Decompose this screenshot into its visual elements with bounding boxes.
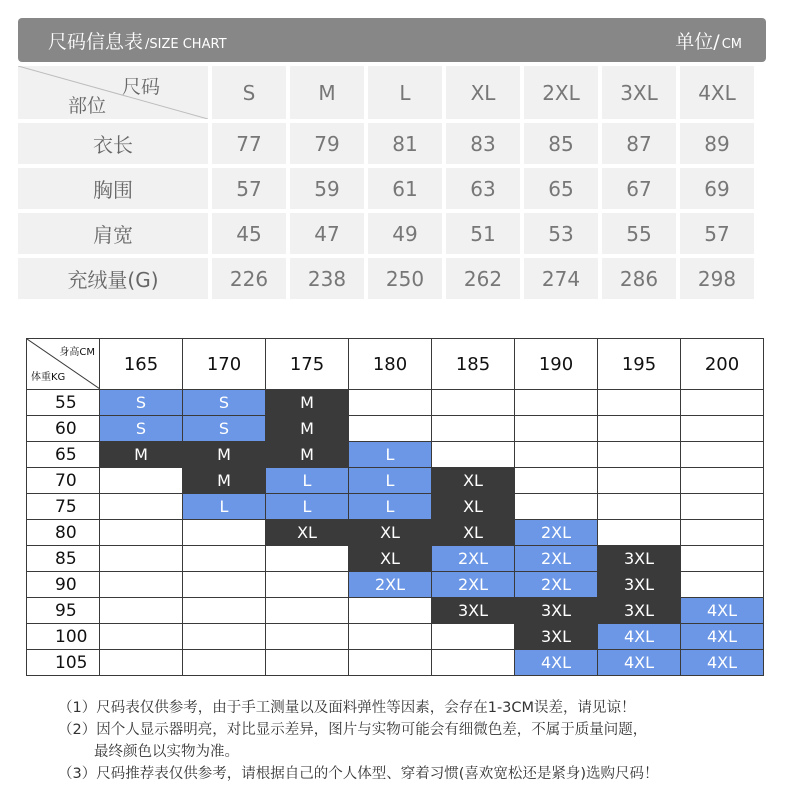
empty-cell (100, 468, 183, 494)
recommended-size-cell: L (266, 494, 349, 520)
weight-axis-label: 体重KG (31, 372, 66, 383)
size-chart-title: 尺码信息表 (48, 30, 144, 53)
weight-label: 70 (27, 468, 100, 494)
empty-cell (100, 598, 183, 624)
empty-cell (183, 624, 266, 650)
weight-label: 95 (27, 598, 100, 624)
recommended-size-cell: XL (349, 546, 432, 572)
size-row (18, 168, 754, 209)
weight-row-60 (27, 416, 764, 442)
recommended-size-cell: M (266, 390, 349, 416)
height-header-row (27, 339, 764, 390)
recommended-size-cell: 4XL (681, 624, 764, 650)
size-header-s: S (212, 66, 286, 119)
weight-row-55 (27, 390, 764, 416)
size-header-xl: XL (446, 66, 520, 119)
weight-row-75 (27, 494, 764, 520)
empty-cell (349, 416, 432, 442)
recommended-size-cell: M (266, 416, 349, 442)
empty-cell (349, 390, 432, 416)
size-header-3xl: 3XL (602, 66, 676, 119)
measure-value: 250 (368, 258, 442, 299)
measure-value: 55 (602, 213, 676, 254)
measure-value: 81 (368, 123, 442, 164)
empty-cell (598, 416, 681, 442)
recommended-size-cell: 2XL (432, 572, 515, 598)
height-header-175: 175 (266, 339, 349, 390)
measure-label: 肩宽 (18, 213, 208, 254)
size-header-m: M (290, 66, 364, 119)
unit-value: CM (721, 36, 742, 52)
size-header-row (18, 66, 754, 119)
weight-label: 75 (27, 494, 100, 520)
measure-value: 57 (212, 168, 286, 209)
recommended-size-cell: XL (432, 468, 515, 494)
empty-cell (681, 572, 764, 598)
recommended-size-cell: S (100, 390, 183, 416)
measure-value: 47 (290, 213, 364, 254)
measure-value: 51 (446, 213, 520, 254)
empty-cell (266, 546, 349, 572)
measure-label: 胸围 (18, 168, 208, 209)
recommended-size-cell: S (183, 390, 266, 416)
recommended-size-cell: 2XL (432, 546, 515, 572)
empty-cell (515, 442, 598, 468)
measure-value: 83 (446, 123, 520, 164)
recommended-size-cell: 3XL (598, 546, 681, 572)
weight-row-80 (27, 520, 764, 546)
measure-value: 226 (212, 258, 286, 299)
empty-cell (515, 390, 598, 416)
measure-value: 85 (524, 123, 598, 164)
recommended-size-cell: XL (432, 494, 515, 520)
empty-cell (681, 520, 764, 546)
height-header-200: 200 (681, 339, 764, 390)
recommended-size-cell: M (183, 442, 266, 468)
corner-size-label: 尺码 (122, 76, 161, 98)
diagonal-line (18, 66, 208, 119)
empty-cell (681, 442, 764, 468)
recommended-size-cell: L (183, 494, 266, 520)
recommended-size-cell: 3XL (598, 572, 681, 598)
weight-row-95 (27, 598, 764, 624)
empty-cell (598, 494, 681, 520)
recommended-size-cell: 2XL (515, 546, 598, 572)
measure-value: 274 (524, 258, 598, 299)
empty-cell (183, 598, 266, 624)
weight-row-100 (27, 624, 764, 650)
weight-label: 100 (27, 624, 100, 650)
recommended-size-cell: XL (266, 520, 349, 546)
measure-value: 286 (602, 258, 676, 299)
recommended-size-cell: 4XL (598, 650, 681, 676)
unit-label: 单位/ (675, 30, 720, 53)
size-row (18, 213, 754, 254)
recommended-size-cell: L (266, 468, 349, 494)
measure-value: 77 (212, 123, 286, 164)
notes (58, 697, 659, 785)
empty-cell (598, 442, 681, 468)
measure-label: 充绒量(G) (18, 258, 208, 299)
empty-cell (349, 650, 432, 676)
empty-cell (100, 520, 183, 546)
empty-cell (100, 624, 183, 650)
measure-value: 61 (368, 168, 442, 209)
empty-cell (432, 416, 515, 442)
measure-value: 63 (446, 168, 520, 209)
height-header-190: 190 (515, 339, 598, 390)
recommended-size-cell: 2XL (515, 572, 598, 598)
recommended-size-cell: XL (432, 520, 515, 546)
empty-cell (183, 572, 266, 598)
note-2: （2）因个人显示器明亮，对比显示差异，图片与实物可能会有细微色差，不属于质量问题， (58, 722, 648, 738)
recommended-size-cell: M (266, 442, 349, 468)
size-row (18, 258, 754, 299)
measure-value: 45 (212, 213, 286, 254)
empty-cell (349, 624, 432, 650)
note-1: （1）尺码表仅供参考，由于手工测量以及面料弹性等因素，会存在1-3CM误差，请见谅！ (58, 700, 636, 716)
size-row (18, 123, 754, 164)
empty-cell (100, 546, 183, 572)
measure-value: 238 (290, 258, 364, 299)
weight-label: 65 (27, 442, 100, 468)
height-header-170: 170 (183, 339, 266, 390)
note-3: （3）尺码推荐表仅供参考，请根据自己的个人体型、穿着习惯(喜欢宽松还是紧身)选购尺码！ (58, 766, 659, 782)
weight-label: 90 (27, 572, 100, 598)
rec-corner (27, 339, 99, 389)
recommended-size-cell: 4XL (515, 650, 598, 676)
empty-cell (432, 624, 515, 650)
recommended-size-cell: L (349, 442, 432, 468)
empty-cell (515, 494, 598, 520)
empty-cell (681, 416, 764, 442)
size-chart (18, 18, 766, 303)
weight-row-65 (27, 442, 764, 468)
empty-cell (100, 572, 183, 598)
empty-cell (183, 546, 266, 572)
empty-cell (266, 572, 349, 598)
measure-value: 69 (680, 168, 754, 209)
measure-value: 262 (446, 258, 520, 299)
measure-value: 67 (602, 168, 676, 209)
recommended-size-cell: 2XL (515, 520, 598, 546)
size-table (14, 62, 758, 303)
measure-value: 65 (524, 168, 598, 209)
recommended-size-cell: XL (349, 520, 432, 546)
recommended-size-cell: 2XL (349, 572, 432, 598)
weight-row-105 (27, 650, 764, 676)
empty-cell (266, 624, 349, 650)
recommendation-table (26, 338, 764, 676)
empty-cell (432, 650, 515, 676)
empty-cell (515, 416, 598, 442)
recommended-size-cell: 4XL (598, 624, 681, 650)
empty-cell (598, 468, 681, 494)
measure-label: 衣长 (18, 123, 208, 164)
recommended-size-cell: S (100, 416, 183, 442)
recommended-size-cell: 3XL (598, 598, 681, 624)
recommended-size-cell: 3XL (432, 598, 515, 624)
measure-value: 298 (680, 258, 754, 299)
empty-cell (432, 390, 515, 416)
measure-value: 89 (680, 123, 754, 164)
weight-label: 85 (27, 546, 100, 572)
height-header-195: 195 (598, 339, 681, 390)
measure-value: 49 (368, 213, 442, 254)
empty-cell (100, 494, 183, 520)
empty-cell (266, 650, 349, 676)
height-header-185: 185 (432, 339, 515, 390)
empty-cell (515, 468, 598, 494)
empty-cell (183, 520, 266, 546)
weight-label: 105 (27, 650, 100, 676)
measure-value: 59 (290, 168, 364, 209)
empty-cell (266, 598, 349, 624)
recommended-size-cell: L (349, 494, 432, 520)
weight-label: 55 (27, 390, 100, 416)
recommended-size-cell: 4XL (681, 598, 764, 624)
empty-cell (183, 650, 266, 676)
recommended-size-cell: 3XL (515, 624, 598, 650)
size-header-2xl: 2XL (524, 66, 598, 119)
measure-value: 57 (680, 213, 754, 254)
note-2-continued: 最终颜色以实物为准。 (94, 744, 239, 760)
recommended-size-cell: M (183, 468, 266, 494)
recommended-size-cell: L (349, 468, 432, 494)
size-corner-cell (18, 66, 208, 119)
weight-label: 80 (27, 520, 100, 546)
height-header-165: 165 (100, 339, 183, 390)
size-header-4xl: 4XL (680, 66, 754, 119)
size-chart-title-en: /SIZE CHART (145, 36, 227, 52)
weight-row-90 (27, 572, 764, 598)
empty-cell (100, 650, 183, 676)
height-header-180: 180 (349, 339, 432, 390)
empty-cell (349, 598, 432, 624)
weight-row-85 (27, 546, 764, 572)
empty-cell (681, 468, 764, 494)
empty-cell (681, 494, 764, 520)
measure-value: 79 (290, 123, 364, 164)
empty-cell (681, 390, 764, 416)
height-axis-label: 身高CM (59, 347, 95, 358)
recommended-size-cell: 3XL (515, 598, 598, 624)
size-recommendation-grid (26, 338, 764, 676)
empty-cell (681, 546, 764, 572)
recommended-size-cell: M (100, 442, 183, 468)
empty-cell (598, 520, 681, 546)
size-header-l: L (368, 66, 442, 119)
weight-label: 60 (27, 416, 100, 442)
empty-cell (598, 390, 681, 416)
recommended-size-cell: S (183, 416, 266, 442)
recommended-size-cell: 4XL (681, 650, 764, 676)
size-chart-header (18, 18, 766, 62)
weight-row-70 (27, 468, 764, 494)
empty-cell (432, 442, 515, 468)
rec-corner-cell (27, 339, 100, 390)
corner-part-label: 部位 (68, 95, 107, 117)
measure-value: 87 (602, 123, 676, 164)
measure-value: 53 (524, 213, 598, 254)
